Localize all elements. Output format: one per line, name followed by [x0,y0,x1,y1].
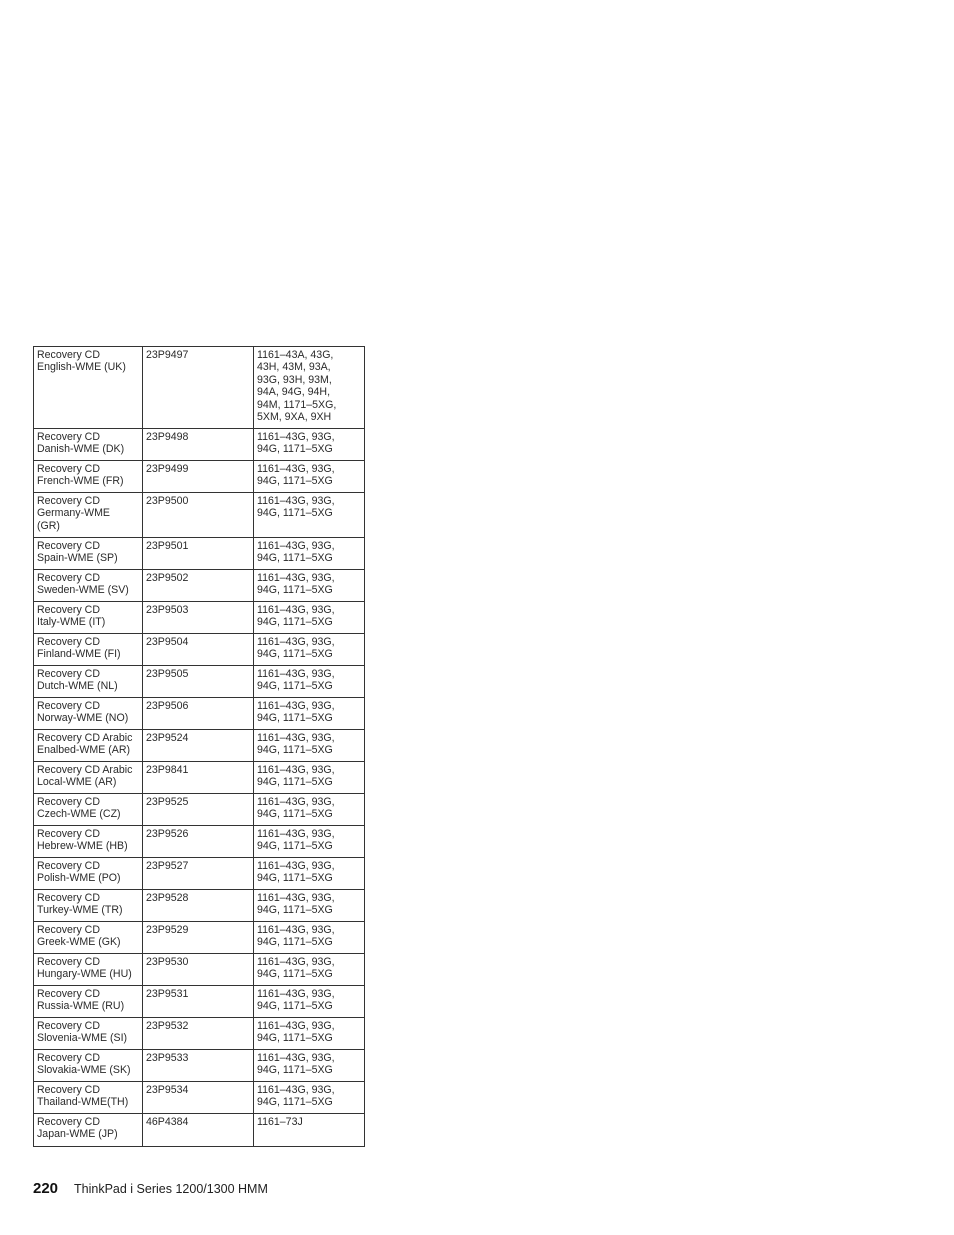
table-row [34,538,365,570]
fru-description-cell: Recovery CD Dutch-WME (NL) [34,666,143,698]
part-number-cell: 23P9499 [143,461,254,493]
table-row [34,1114,365,1147]
model-list-cell: 1161–43G, 93G, 94G, 1171–5XG [254,1018,365,1050]
fru-description-cell: Recovery CD French-WME (FR) [34,461,143,493]
part-number-cell: 23P9503 [143,602,254,634]
part-number-cell: 23P9530 [143,954,254,986]
page-number: 220 [33,1180,59,1197]
part-number-cell: 46P4384 [143,1114,254,1147]
table-row [34,493,365,538]
fru-parts-table [33,346,365,1147]
model-list-cell: 1161–43G, 93G, 94G, 1171–5XG [254,634,365,666]
part-number-cell: 23P9532 [143,1018,254,1050]
part-number-cell: 23P9501 [143,538,254,570]
part-number-cell: 23P9526 [143,826,254,858]
model-list-cell: 1161–43G, 93G, 94G, 1171–5XG [254,538,365,570]
model-list-cell: 1161–43G, 93G, 94G, 1171–5XG [254,666,365,698]
fru-description-cell: Recovery CD Norway-WME (NO) [34,698,143,730]
table-row [34,634,365,666]
table-row [34,858,365,890]
table-row [34,986,365,1018]
table-row [34,954,365,986]
fru-parts-table-body [34,347,365,1147]
table-row [34,826,365,858]
model-list-cell: 1161–43G, 93G, 94G, 1171–5XG [254,986,365,1018]
fru-description-cell: Recovery CD English-WME (UK) [34,347,143,429]
fru-description-cell: Recovery CD Arabic Local-WME (AR) [34,762,143,794]
fru-description-cell: Recovery CD Slovakia-WME (SK) [34,1050,143,1082]
model-list-cell: 1161–43G, 93G, 94G, 1171–5XG [254,890,365,922]
fru-description-cell: Recovery CD Sweden-WME (SV) [34,570,143,602]
table-row [34,730,365,762]
table-row [34,461,365,493]
table-row [34,570,365,602]
model-list-cell: 1161–43G, 93G, 94G, 1171–5XG [254,858,365,890]
fru-description-cell: Recovery CD Japan-WME (JP) [34,1114,143,1147]
model-list-cell: 1161–43G, 93G, 94G, 1171–5XG [254,493,365,538]
table-row [34,1082,365,1114]
fru-description-cell: Recovery CD Turkey-WME (TR) [34,890,143,922]
table-row [34,429,365,461]
model-list-cell: 1161–43G, 93G, 94G, 1171–5XG [254,602,365,634]
table-row [34,794,365,826]
fru-description-cell: Recovery CD Hungary-WME (HU) [34,954,143,986]
page-footer [33,1180,268,1197]
part-number-cell: 23P9529 [143,922,254,954]
part-number-cell: 23P9527 [143,858,254,890]
table-row [34,762,365,794]
part-number-cell: 23P9524 [143,730,254,762]
table-row [34,347,365,429]
model-list-cell: 1161–43G, 93G, 94G, 1171–5XG [254,461,365,493]
fru-description-cell: Recovery CD Spain-WME (SP) [34,538,143,570]
part-number-cell: 23P9525 [143,794,254,826]
table-row [34,666,365,698]
model-list-cell: 1161–43G, 93G, 94G, 1171–5XG [254,570,365,602]
table-row [34,1050,365,1082]
part-number-cell: 23P9502 [143,570,254,602]
fru-description-cell: Recovery CD Czech-WME (CZ) [34,794,143,826]
fru-description-cell: Recovery CD Slovenia-WME (SI) [34,1018,143,1050]
fru-description-cell: Recovery CD Germany-WME (GR) [34,493,143,538]
fru-description-cell: Recovery CD Arabic Enalbed-WME (AR) [34,730,143,762]
model-list-cell: 1161–43A, 43G, 43H, 43M, 93A, 93G, 93H, 93M, 94A, 94G, 94H, 94M, 1171–5XG, 5XM, 9XA, 9XH [254,347,365,429]
table-row [34,698,365,730]
part-number-cell: 23P9504 [143,634,254,666]
part-number-cell: 23P9531 [143,986,254,1018]
part-number-cell: 23P9500 [143,493,254,538]
fru-description-cell: Recovery CD Danish-WME (DK) [34,429,143,461]
model-list-cell: 1161–43G, 93G, 94G, 1171–5XG [254,954,365,986]
book-title: ThinkPad i Series 1200/1300 HMM [74,1182,268,1196]
model-list-cell: 1161–43G, 93G, 94G, 1171–5XG [254,1050,365,1082]
part-number-cell: 23P9498 [143,429,254,461]
model-list-cell: 1161–43G, 93G, 94G, 1171–5XG [254,922,365,954]
fru-description-cell: Recovery CD Greek-WME (GK) [34,922,143,954]
model-list-cell: 1161–43G, 93G, 94G, 1171–5XG [254,429,365,461]
part-number-cell: 23P9497 [143,347,254,429]
part-number-cell: 23P9505 [143,666,254,698]
part-number-cell: 23P9533 [143,1050,254,1082]
model-list-cell: 1161–43G, 93G, 94G, 1171–5XG [254,1082,365,1114]
model-list-cell: 1161–43G, 93G, 94G, 1171–5XG [254,794,365,826]
model-list-cell: 1161–43G, 93G, 94G, 1171–5XG [254,826,365,858]
table-row [34,922,365,954]
table-row [34,1018,365,1050]
fru-description-cell: Recovery CD Polish-WME (PO) [34,858,143,890]
fru-description-cell: Recovery CD Russia-WME (RU) [34,986,143,1018]
model-list-cell: 1161–43G, 93G, 94G, 1171–5XG [254,762,365,794]
part-number-cell: 23P9841 [143,762,254,794]
fru-description-cell: Recovery CD Hebrew-WME (HB) [34,826,143,858]
part-number-cell: 23P9506 [143,698,254,730]
model-list-cell: 1161–43G, 93G, 94G, 1171–5XG [254,698,365,730]
model-list-cell: 1161–43G, 93G, 94G, 1171–5XG [254,730,365,762]
fru-description-cell: Recovery CD Italy-WME (IT) [34,602,143,634]
model-list-cell: 1161–73J [254,1114,365,1147]
fru-description-cell: Recovery CD Finland-WME (FI) [34,634,143,666]
part-number-cell: 23P9534 [143,1082,254,1114]
fru-description-cell: Recovery CD Thailand-WME(TH) [34,1082,143,1114]
table-row [34,890,365,922]
part-number-cell: 23P9528 [143,890,254,922]
table-row [34,602,365,634]
